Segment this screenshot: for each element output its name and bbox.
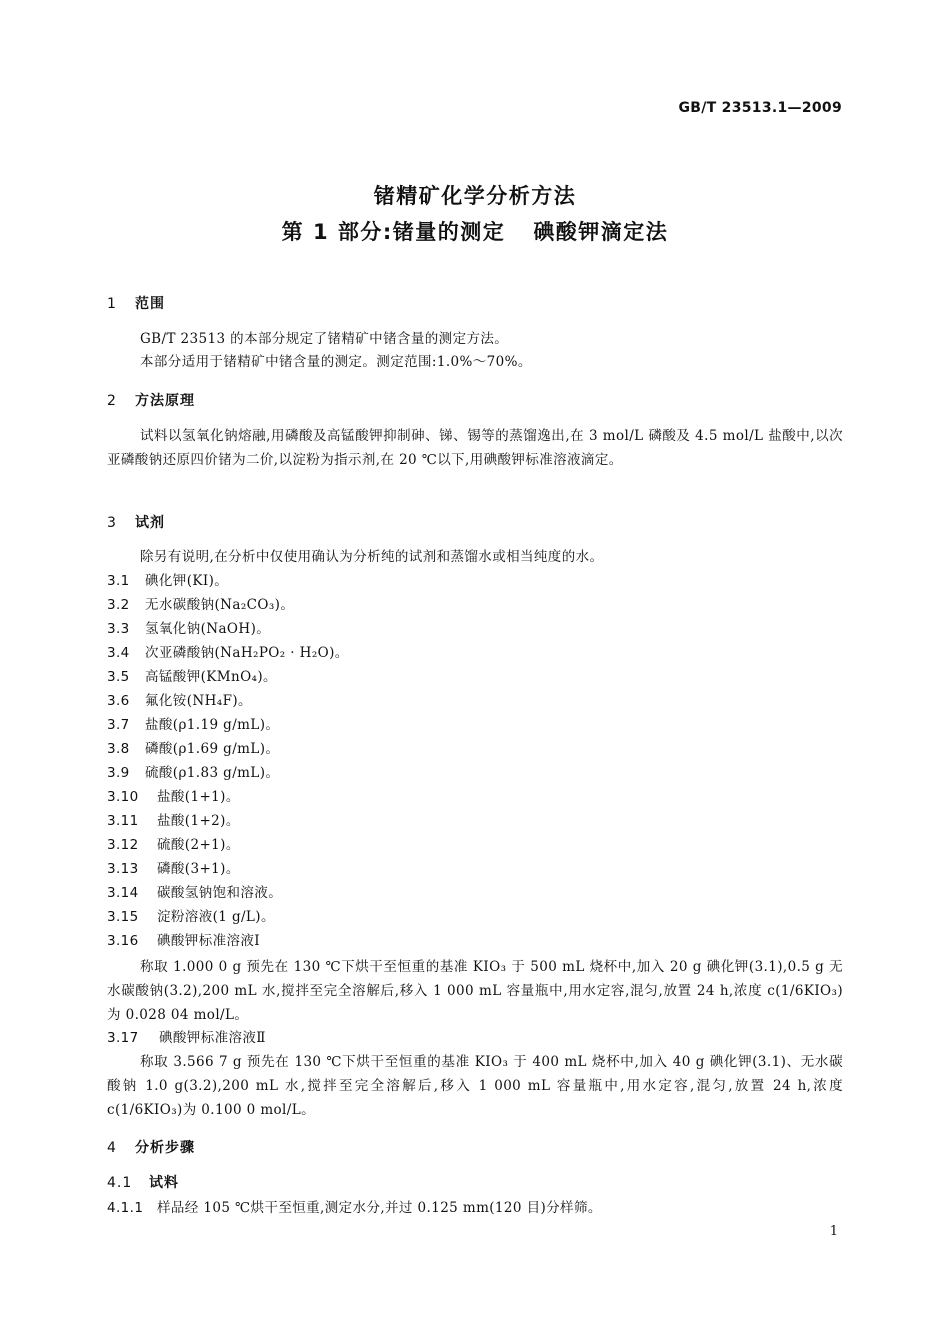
list-item <box>107 715 279 735</box>
item-text: 氟化铵(NH₄F)。 <box>145 693 252 709</box>
principle-para: 试料以氢氧化钠熔融,用磷酸及高锰酸钾抑制砷、锑、锡等的蒸馏逸出,在 3 mol/L 磷酸及 4.5 mol/L 盐酸中,以次亚磷酸钠还原四价锗为二价,以淀粉为指示剂,在 20 ℃以下,用碘酸钾标准溶液滴定。 <box>107 428 843 468</box>
list-item <box>107 907 275 927</box>
item-number: 3.2 <box>107 597 130 613</box>
list-item <box>107 667 277 687</box>
section-number: 1 <box>107 296 117 312</box>
item-text: 高锰酸钾(KMnO₄)。 <box>145 669 277 685</box>
item-text: 盐酸(1+1)。 <box>157 789 240 805</box>
section-number: 4 <box>107 1140 117 1156</box>
item-number: 3.8 <box>107 741 130 757</box>
para-3-17: 称取 3.566 7 g 预先在 130 ℃下烘干至恒重的基准 KIO₃ 于 400 mL 烧杯中,加入 40 g 碘化钾(3.1)、无水碳酸钠 1.0 g(3.2),200 mL 水,搅拌至完全溶解后,移入 1 000 mL 容量瓶中,用水定容,混匀,放置 24 h,浓度 c(1/6KIO₃)为 0.100 0 mol/L。 <box>107 1054 843 1118</box>
section-3-heading <box>107 512 165 532</box>
item-text: 磷酸(3+1)。 <box>157 861 240 877</box>
item-number: 3.1 <box>107 573 130 589</box>
item-number: 3.6 <box>107 693 130 709</box>
item-text: 盐酸(1+2)。 <box>157 813 240 829</box>
item-text: 氢氧化钠(NaOH)。 <box>145 621 271 637</box>
item-text: 硫酸(ρ1.83 g/mL)。 <box>145 765 280 781</box>
item-number: 3.11 <box>107 813 139 829</box>
item-text: 盐酸(ρ1.19 g/mL)。 <box>145 717 280 733</box>
item-number: 3.17 <box>107 1030 139 1046</box>
item-text: 碘酸钾标准溶液Ⅱ <box>159 1030 266 1046</box>
doc-title-line1: 锗精矿化学分析方法 <box>373 184 577 208</box>
item-number: 3.5 <box>107 669 130 685</box>
item-number: 3.14 <box>107 885 139 901</box>
item-text: 硫酸(2+1)。 <box>157 837 240 853</box>
list-item <box>107 595 294 615</box>
list-item <box>107 739 279 759</box>
scope-para-2: 本部分适用于锗精矿中锗含量的测定。测定范围:1.0%～70%。 <box>140 354 532 370</box>
item-number: 3.4 <box>107 645 130 661</box>
section-1-heading <box>107 293 165 313</box>
list-item <box>107 787 240 807</box>
item-text: 碘化钾(KI)。 <box>145 573 229 589</box>
item-number: 3.9 <box>107 765 130 781</box>
item-number: 3.3 <box>107 621 130 637</box>
list-item-3-17 <box>107 1028 266 1048</box>
list-item-4-1-1 <box>107 1198 602 1218</box>
item-text: 淀粉溶液(1 g/L)。 <box>157 909 275 925</box>
item-text: 次亚磷酸钠(NaH₂PO₂ · H₂O)。 <box>145 645 349 661</box>
list-item <box>107 643 349 663</box>
list-item <box>107 811 240 831</box>
item-number: 3.16 <box>107 933 139 949</box>
list-item <box>107 691 252 711</box>
para-3-16: 称取 1.000 0 g 预先在 130 ℃下烘干至恒重的基准 KIO₃ 于 500 mL 烧杯中,加入 20 g 碘化钾(3.1),0.5 g 无水碳酸钠(3.2),200 mL 水,搅拌至完全溶解后,移入 1 000 mL 容量瓶中,用水定容,混匀,放置 24 h,浓度 c(1/6KIO₃)为 0.028 04 mol/L。 <box>107 959 843 1023</box>
item-number: 3.12 <box>107 837 139 853</box>
item-number: 3.7 <box>107 717 130 733</box>
section-title: 试剂 <box>135 515 165 531</box>
item-text: 无水碳酸钠(Na₂CO₃)。 <box>145 597 295 613</box>
standard-code: GB/T 23513.1—2009 <box>678 100 842 116</box>
item-text: 样品经 105 ℃烘干至恒重,测定水分,并过 0.125 mm(120 目)分样筛。 <box>157 1200 602 1216</box>
list-item <box>107 859 240 879</box>
item-number: 4.1.1 <box>107 1200 144 1216</box>
section-number: 3 <box>107 515 117 531</box>
item-number: 3.15 <box>107 909 139 925</box>
list-item <box>107 931 260 951</box>
list-item <box>107 763 279 783</box>
section-2-heading <box>107 390 195 410</box>
section-title: 试料 <box>149 1175 179 1191</box>
list-item <box>107 571 228 591</box>
list-item <box>107 619 270 639</box>
list-item <box>107 883 282 903</box>
section-number: 4.1 <box>107 1175 133 1191</box>
item-text: 碘酸钾标准溶液Ⅰ <box>157 933 261 949</box>
title-part-b: 碘酸钾滴定法 <box>533 220 669 244</box>
page-number: 1 <box>829 1224 838 1239</box>
doc-title-line2 <box>0 216 950 246</box>
item-number: 3.13 <box>107 861 139 877</box>
scope-para-1: GB/T 23513 的本部分规定了锗精矿中锗含量的测定方法。 <box>140 331 509 347</box>
list-item <box>107 835 240 855</box>
title-part-a: 第 1 部分:锗量的测定 <box>281 220 506 244</box>
item-text: 碳酸氢钠饱和溶液。 <box>157 885 283 901</box>
section-number: 2 <box>107 393 117 409</box>
item-number: 3.10 <box>107 789 139 805</box>
section-title: 范围 <box>135 296 165 312</box>
section-4-1-heading <box>107 1172 179 1192</box>
section-4-heading <box>107 1137 195 1157</box>
item-text: 磷酸(ρ1.69 g/mL)。 <box>145 741 280 757</box>
section-title: 方法原理 <box>135 393 195 409</box>
reagents-intro: 除另有说明,在分析中仅使用确认为分析纯的试剂和蒸馏水或相当纯度的水。 <box>140 549 604 565</box>
section-title: 分析步骤 <box>135 1140 195 1156</box>
